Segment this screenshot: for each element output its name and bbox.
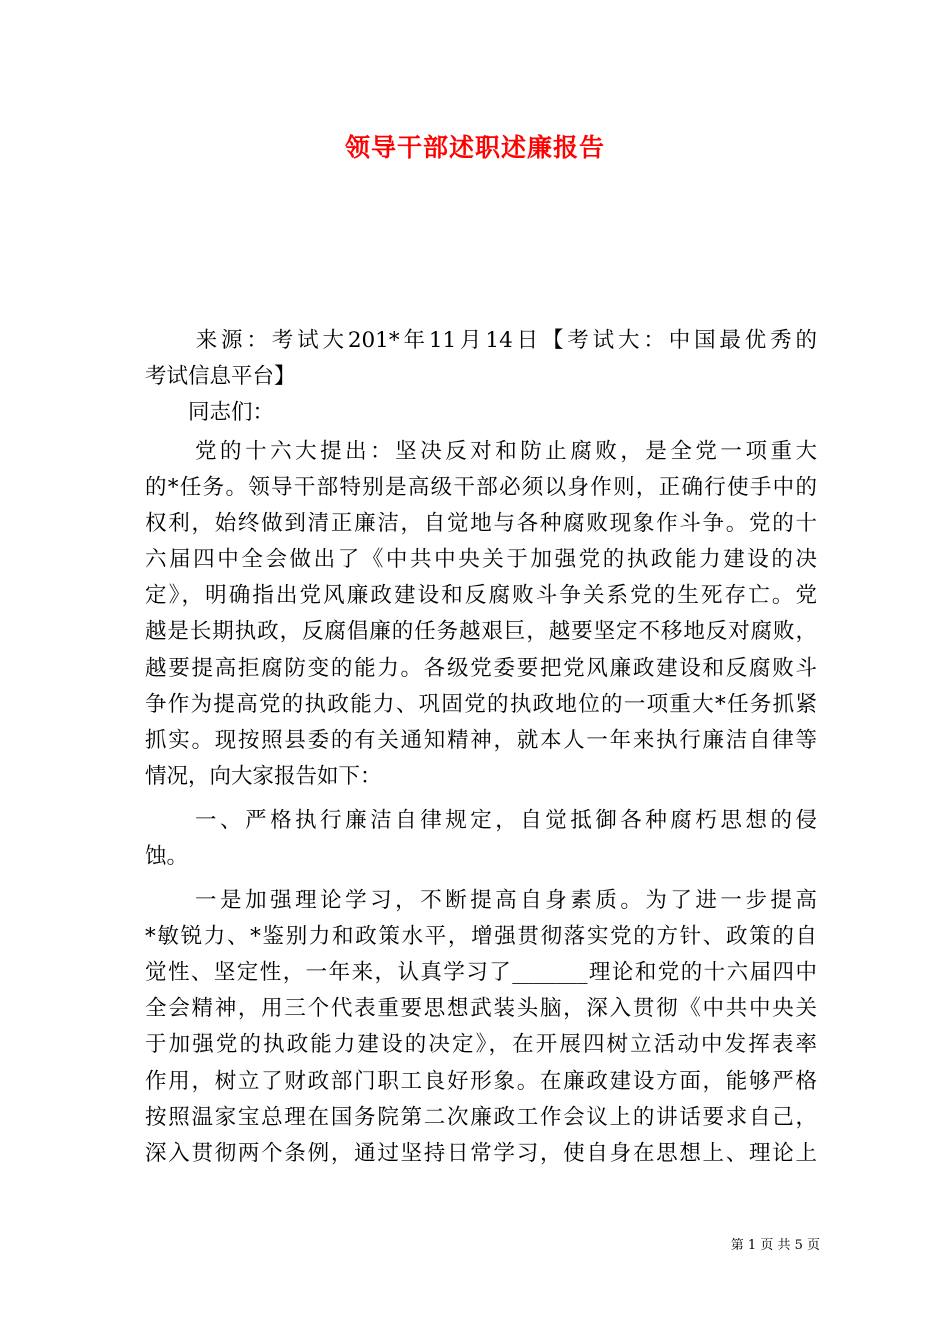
paragraph-line: 作用，树立了财政部门职工良好形象。在廉政建设方面，能够严格 (145, 1069, 817, 1094)
paragraph-line: 党的十六大提出：坚决反对和防止腐败，是全党一项重大 (145, 439, 817, 464)
paragraph-line: 深入贯彻两个条例，通过坚持日常学习，使自身在思想上、理论上 (145, 1141, 817, 1166)
paragraph-line: 全会精神，用三个代表重要思想武装头脑，深入贯彻《中共中央关 (145, 996, 817, 1021)
page-number: 第 1 页 共 5 页 (730, 1238, 820, 1253)
paragraph-line: 抓实。现按照县委的有关通知精神，就本人一年来执行廉洁自律等 (145, 728, 817, 753)
paragraph-line: 考试信息平台】 (145, 364, 296, 389)
document-title: 领导干部述职述廉报告 (344, 133, 605, 162)
paragraph-line: 一是加强理论学习，不断提高自身素质。为了进一步提高 (145, 888, 817, 913)
paragraph-line: 觉性、坚定性，一年来，认真学习了_______理论和党的十六届四中 (145, 960, 817, 985)
paragraph-line: 的*任务。领导干部特别是高级干部必须以身作则，正确行使手中的 (145, 475, 817, 500)
paragraph-line: 按照温家宝总理在国务院第二次廉政工作会议上的讲话要求自己， (145, 1105, 817, 1130)
paragraph-line: 情况，向大家报告如下： (145, 764, 382, 789)
paragraph-line: 定》，明确指出党风廉政建设和反腐败斗争关系党的生死存亡。党 (145, 583, 817, 608)
paragraph-line: 来源：考试大201*年11月14日【考试大：中国最优秀的 (145, 328, 817, 353)
paragraph-line: 蚀。 (145, 844, 189, 869)
paragraph-line: 六届四中全会做出了《中共中央关于加强党的执政能力建设的决 (145, 547, 817, 572)
paragraph-line: 一、严格执行廉洁自律规定，自觉抵御各种腐朽思想的侵 (145, 808, 817, 833)
paragraph-line: 越要提高拒腐防变的能力。各级党委要把党风廉政建设和反腐败斗 (145, 656, 817, 681)
paragraph-line: 越是长期执政，反腐倡廉的任务越艰巨，越要坚定不移地反对腐败， (145, 619, 817, 644)
paragraph-line: *敏锐力、*鉴别力和政策水平，增强贯彻落实党的方针、政策的自 (145, 924, 817, 949)
paragraph-line: 权利，始终做到清正廉洁，自觉地与各种腐败现象作斗争。党的十 (145, 511, 817, 536)
paragraph-line: 同志们： (145, 400, 275, 425)
paragraph-line: 于加强党的执政能力建设的决定》，在开展四树立活动中发挥表率 (145, 1032, 817, 1057)
paragraph-line: 争作为提高党的执政能力、巩固党的执政地位的一项重大*任务抓紧 (145, 692, 817, 717)
